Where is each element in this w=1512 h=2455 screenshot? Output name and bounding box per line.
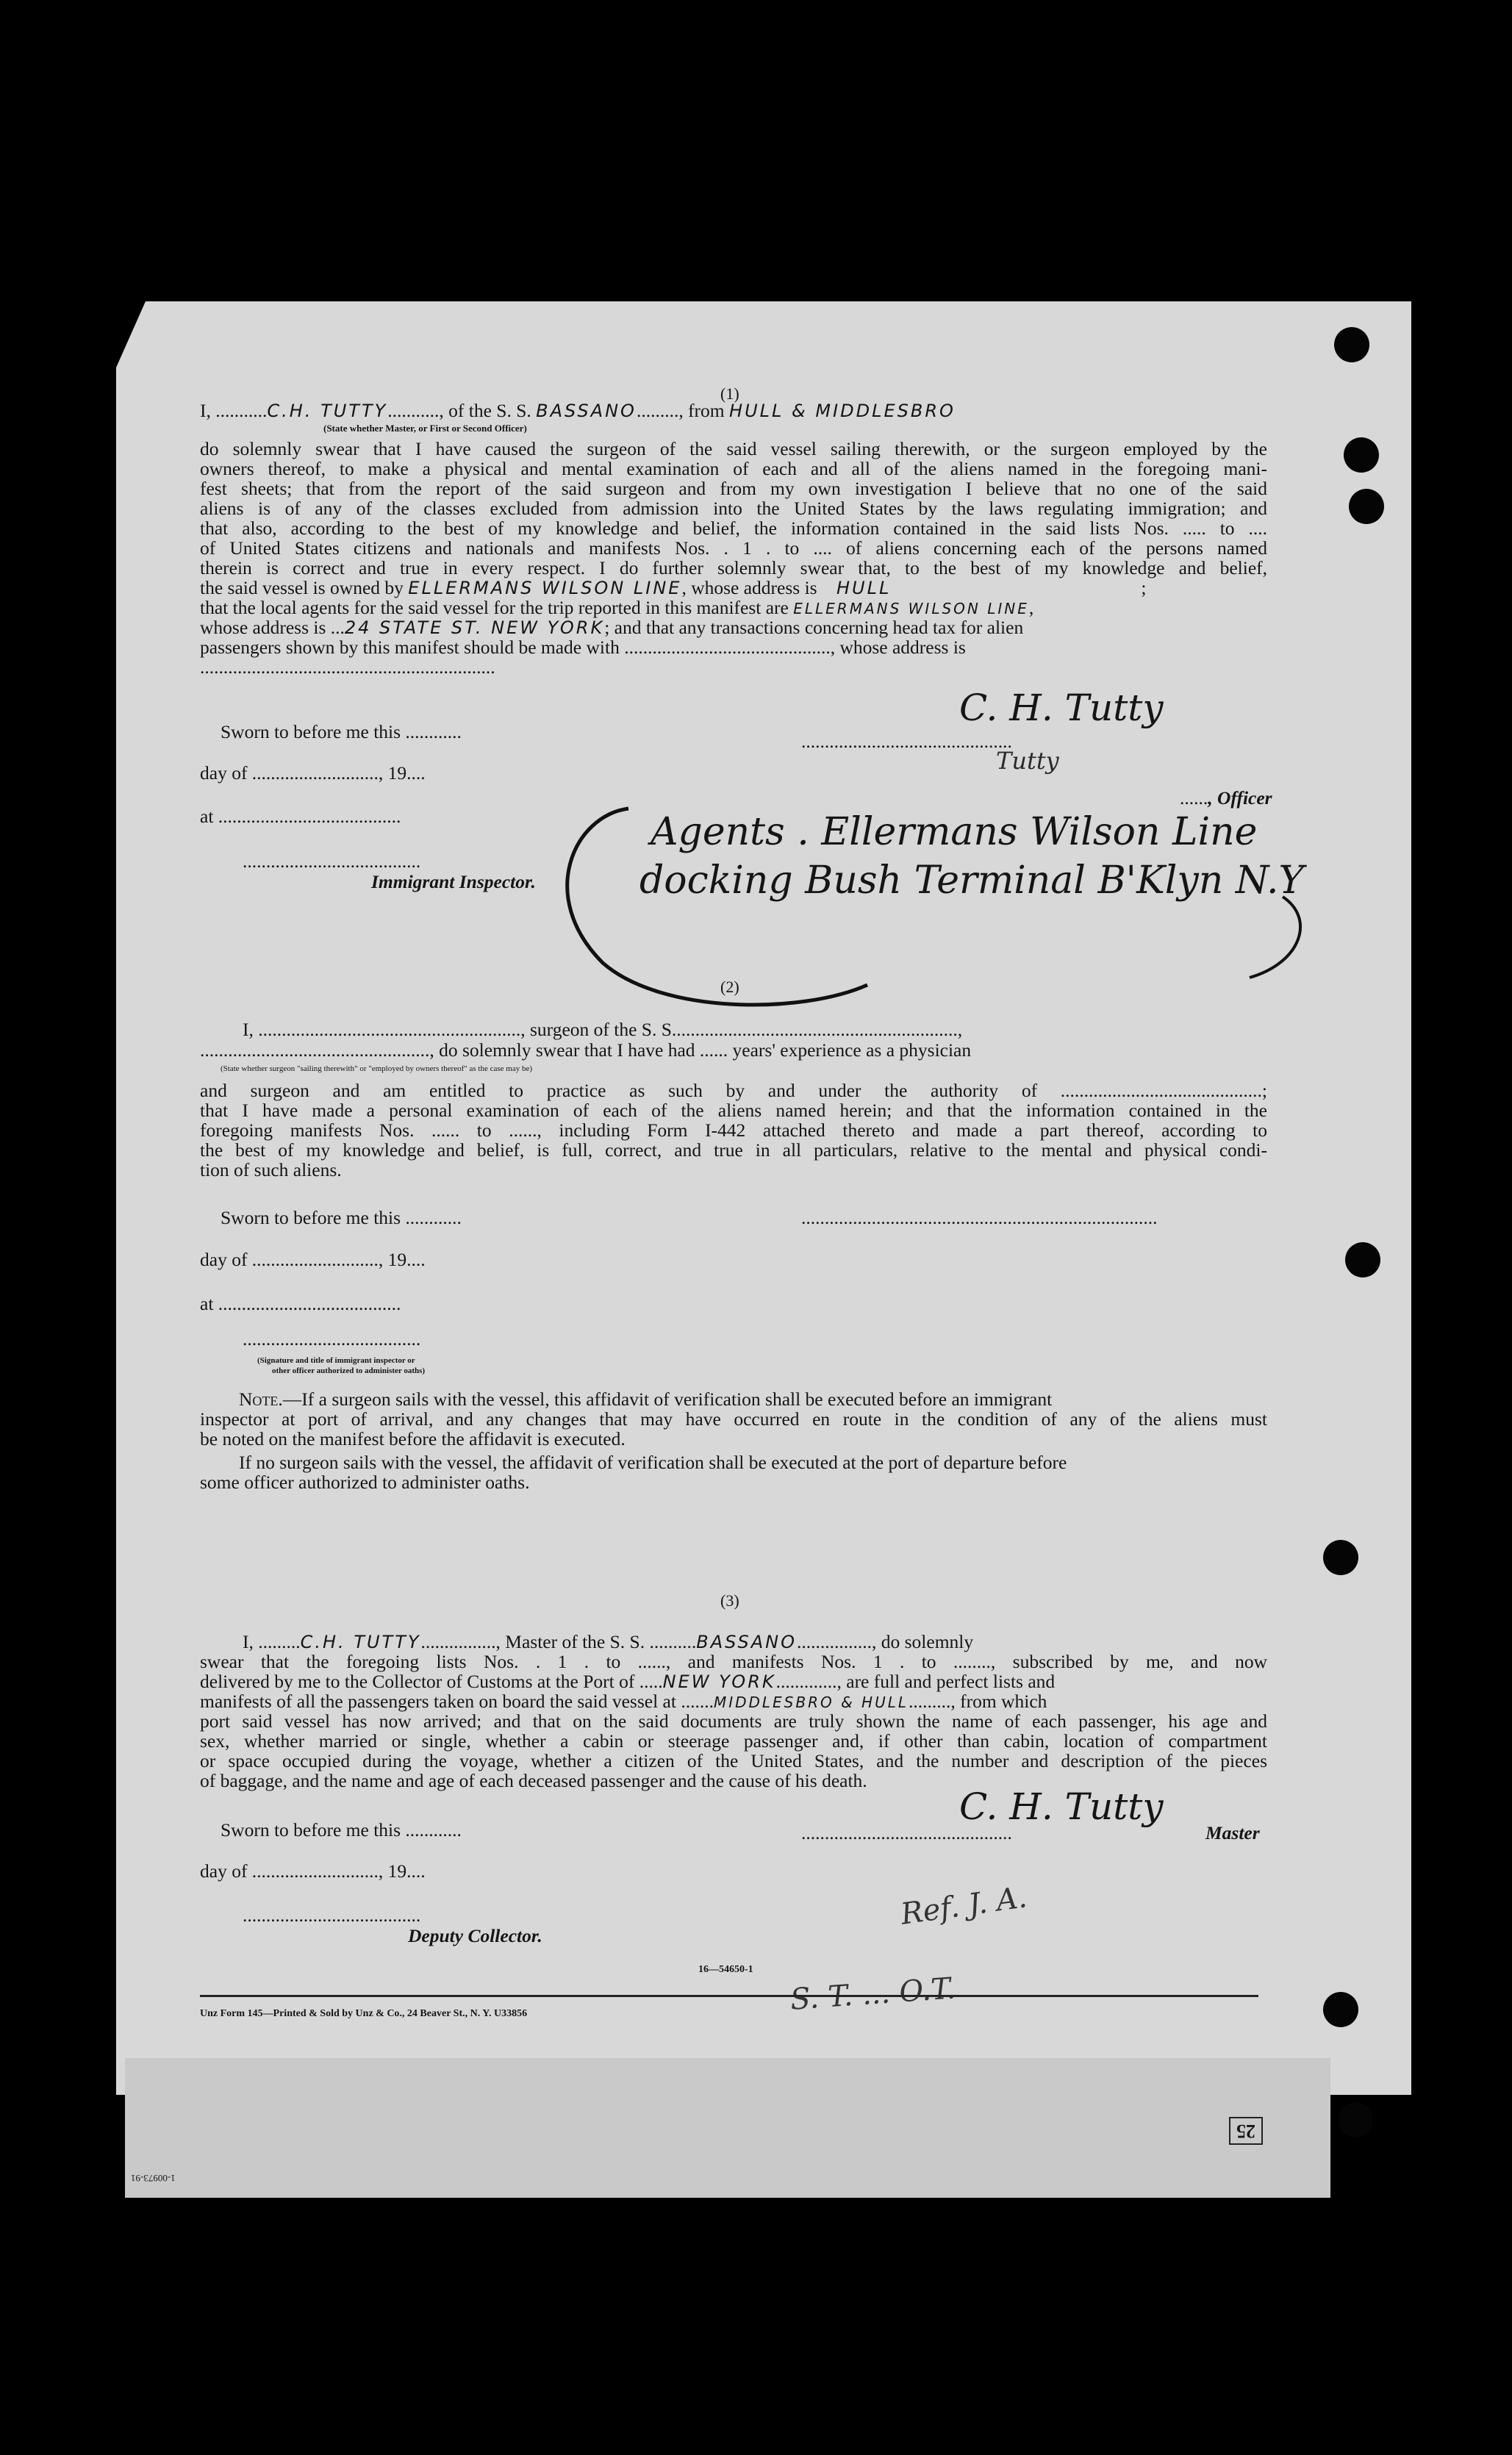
agent-address: 24 STATE ST. NEW YORK: [344, 617, 605, 638]
note-line: be noted on the manifest before the affidavit is executed.: [200, 1428, 626, 1449]
note-line: If no surgeon sails with the vessel, the affidavit of verification shall be executed at the port of departure before: [239, 1452, 1067, 1473]
page-number: 25: [1229, 2117, 1263, 2145]
signature-dots: .............................................: [801, 731, 1012, 752]
sworn-label: Sworn to before me this ............: [221, 721, 462, 742]
printer-line: Unz Form 145—Printed & Sold by Unz & Co., 24 Beaver St., N. Y. U33856: [200, 2008, 528, 2019]
deputy-collector-label: Deputy Collector.: [408, 1925, 542, 1946]
note-line: Note.—If a surgeon sails with the vessel, this affidavit of verification shall be executed before an immigrant: [239, 1388, 1053, 1410]
embark-line: manifests of all the passengers taken on board the said vessel at .......MIDDLESBRO & HULL........., from which: [200, 1691, 1047, 1712]
port-line: delivered by me to the Collector of Customs at the Port of .....NEW YORK............., are full and perfect lists and: [200, 1671, 1056, 1692]
vessel-name: BASSANO: [696, 1632, 797, 1652]
oath-line: therein is correct and true in every respect. I do further solemnly swear that, to the best of my knowledge and belief,: [200, 557, 1267, 578]
embark-ports: MIDDLESBRO & HULL: [713, 1694, 909, 1711]
departure-ports: HULL & MIDDLESBRO: [729, 401, 956, 421]
day-label: day of ..........................., 19....: [200, 762, 426, 784]
sworn-label: Sworn to before me this ............: [221, 1819, 462, 1841]
owner-line: the said vessel is owned by ELLERMANS WILSON LINE, whose address is HULL ;: [200, 577, 1147, 598]
punch-hole: [1334, 327, 1369, 362]
immigrant-inspector-label: Immigrant Inspector.: [371, 871, 536, 892]
section-2-number: (2): [720, 978, 739, 996]
surgeon-oath-line: the best of my knowledge and belief, is full, correct, and true in all particulars, relative to the mental and physical condi-: [200, 1139, 1267, 1161]
rank-caption: (State whether Master, or First or Second Officer): [323, 423, 527, 434]
edge-code: 1-00973-91: [131, 2173, 176, 2184]
master-line: I, ...........C.H. TUTTY..........., of the S. S. BASSANO........., from HULL & MIDDLESBRO: [200, 400, 956, 421]
form-code: 16—54650-1: [698, 1964, 753, 1975]
annotation-scribble: Ref. J. A.: [898, 1880, 1029, 1932]
master-name: C.H. TUTTY: [300, 1632, 421, 1652]
at-label: at .......................................: [200, 806, 401, 827]
surgeon-oath-line: foregoing manifests Nos. ...... to ......, including Form I-442 attached thereto and made a part thereof, according to: [200, 1119, 1267, 1141]
inspector-dots: ......................................: [243, 850, 421, 872]
oath-line: do solemnly swear that I have caused the surgeon of the said vessel sailing therewith, or the surgeon employed by the: [200, 438, 1267, 459]
docking-note: docking Bush Terminal B'Klyn N.Y: [639, 859, 1304, 903]
inspector-dots: ......................................: [243, 1328, 421, 1350]
officer-label: ......, Officer: [1180, 787, 1272, 809]
punch-hole: [1323, 1540, 1358, 1575]
signature-dots: .............................................: [801, 1822, 1012, 1843]
oath-line: of United States citizens and nationals and manifests Nos. . 1 . to .... of aliens concerning each of the persons named: [200, 537, 1267, 559]
punch-hole: [1345, 1242, 1380, 1277]
master-oath-line: port said vessel has now arrived; and that on the said documents are truly shown the name of each passenger, his age and: [200, 1710, 1267, 1732]
punch-hole: [1349, 489, 1384, 524]
surgeon-oath-line: and surgeon and am entitled to practice as such by and under the authority of ...........................................;: [200, 1080, 1267, 1101]
section-3-number: (3): [720, 1591, 739, 1610]
head-tax-line: passengers shown by this manifest should be made with ............................................, whose address is: [200, 637, 966, 658]
lists-line: swear that the foregoing lists Nos. . 1 . to ......, and manifests Nos. 1 . to ........, subscribed by me, and now: [200, 1651, 1267, 1672]
annotation-scribble: S. T. ... O.T.: [789, 1971, 957, 2017]
signature-caption: (Signature and title of immigrant inspector or: [257, 1356, 415, 1365]
surgeon-oath-line: that I have made a personal examination of each of the aliens named herein; and that the information contained in the: [200, 1100, 1267, 1121]
signature-caption: other officer authorized to administer oaths): [272, 1366, 426, 1375]
note-line: some officer authorized to administer oaths.: [200, 1472, 530, 1493]
master-name: C.H. TUTTY: [267, 401, 388, 421]
address-dots: ...............................................................: [200, 656, 495, 678]
at-label: at .......................................: [200, 1293, 401, 1314]
oath-line: that also, according to the best of my knowledge and belief, the information contained in the said lists Nos. ..... to ....: [200, 517, 1267, 539]
master-signature: C. H. Tutty: [959, 1785, 1164, 1828]
surgeon-oath-line: tion of such aliens.: [200, 1159, 342, 1180]
oath-line: owners thereof, to make a physical and mental examination of each and all of the aliens named in the foregoing mani-: [200, 458, 1267, 479]
note-line: inspector at port of arrival, and any changes that may have occurred en route in the condition of any of the aliens must: [200, 1408, 1267, 1430]
day-label: day of ..........................., 19....: [200, 1249, 426, 1270]
surgeon-caption: (State whether surgeon "sailing therewith" or "employed by owners thereof" as the case may be): [221, 1064, 533, 1073]
master-oath-line: or space occupied during the voyage, whether a citizen of the United States, and the number and description of the pieces: [200, 1750, 1267, 1771]
agent-line: that the local agents for the said vessel for the trip reported in this manifest are ELLERMANS WILSON LINE,: [200, 597, 1034, 618]
sworn-label: Sworn to before me this ............: [221, 1207, 462, 1228]
master-oath-line: of baggage, and the name and age of each deceased passenger and the cause of his death.: [200, 1770, 867, 1791]
deputy-dots: ......................................: [243, 1904, 421, 1926]
master-signature: C. H. Tutty: [959, 687, 1164, 729]
master-label: Master: [1205, 1822, 1260, 1843]
signature-mark: Tutty: [996, 747, 1059, 775]
oath-line: fest sheets; that from the report of the said surgeon and from my own investigation I believe that no one of the said: [200, 478, 1267, 499]
punch-hole: [1344, 437, 1379, 473]
agents-note: Agents . Ellermans Wilson Line: [651, 810, 1258, 854]
punch-hole: [1323, 1992, 1358, 2027]
oath-line: aliens is of any of the classes excluded from admission into the United States by the laws regulating immigration; and: [200, 498, 1267, 519]
footer-rule: [200, 1995, 1258, 1997]
vessel-name: BASSANO: [536, 401, 637, 421]
punch-hole: [1338, 2102, 1373, 2137]
section-1-number: (1): [720, 384, 739, 403]
agent-name: ELLERMANS WILSON LINE: [793, 600, 1029, 617]
arrival-port: NEW YORK: [662, 1671, 776, 1692]
signature-dots: ............................................................................: [801, 1207, 1158, 1228]
agent-address-line: whose address is ...24 STATE ST. NEW YORK; and that any transactions concerning head tax for alien: [200, 617, 1024, 638]
owner-address: HULL: [836, 578, 892, 598]
master-line: I, .........C.H. TUTTY................, Master of the S. S. ..........BASSANO................, do solemnly: [243, 1631, 974, 1652]
master-oath-line: sex, whether married or single, whether a cabin or steerage passenger and, if other than cabin, location of compartment: [200, 1730, 1267, 1752]
surgeon-line: I, ........................................................, surgeon of the S. S.............................................................,: [243, 1019, 963, 1040]
owner-name: ELLERMANS WILSON LINE: [408, 578, 682, 598]
surgeon-experience-line: ................................................., do solemnly swear that I have had ...... years' experience as a physician: [200, 1039, 972, 1061]
day-label: day of ..........................., 19....: [200, 1860, 426, 1882]
underlying-page: [125, 2058, 1330, 2198]
